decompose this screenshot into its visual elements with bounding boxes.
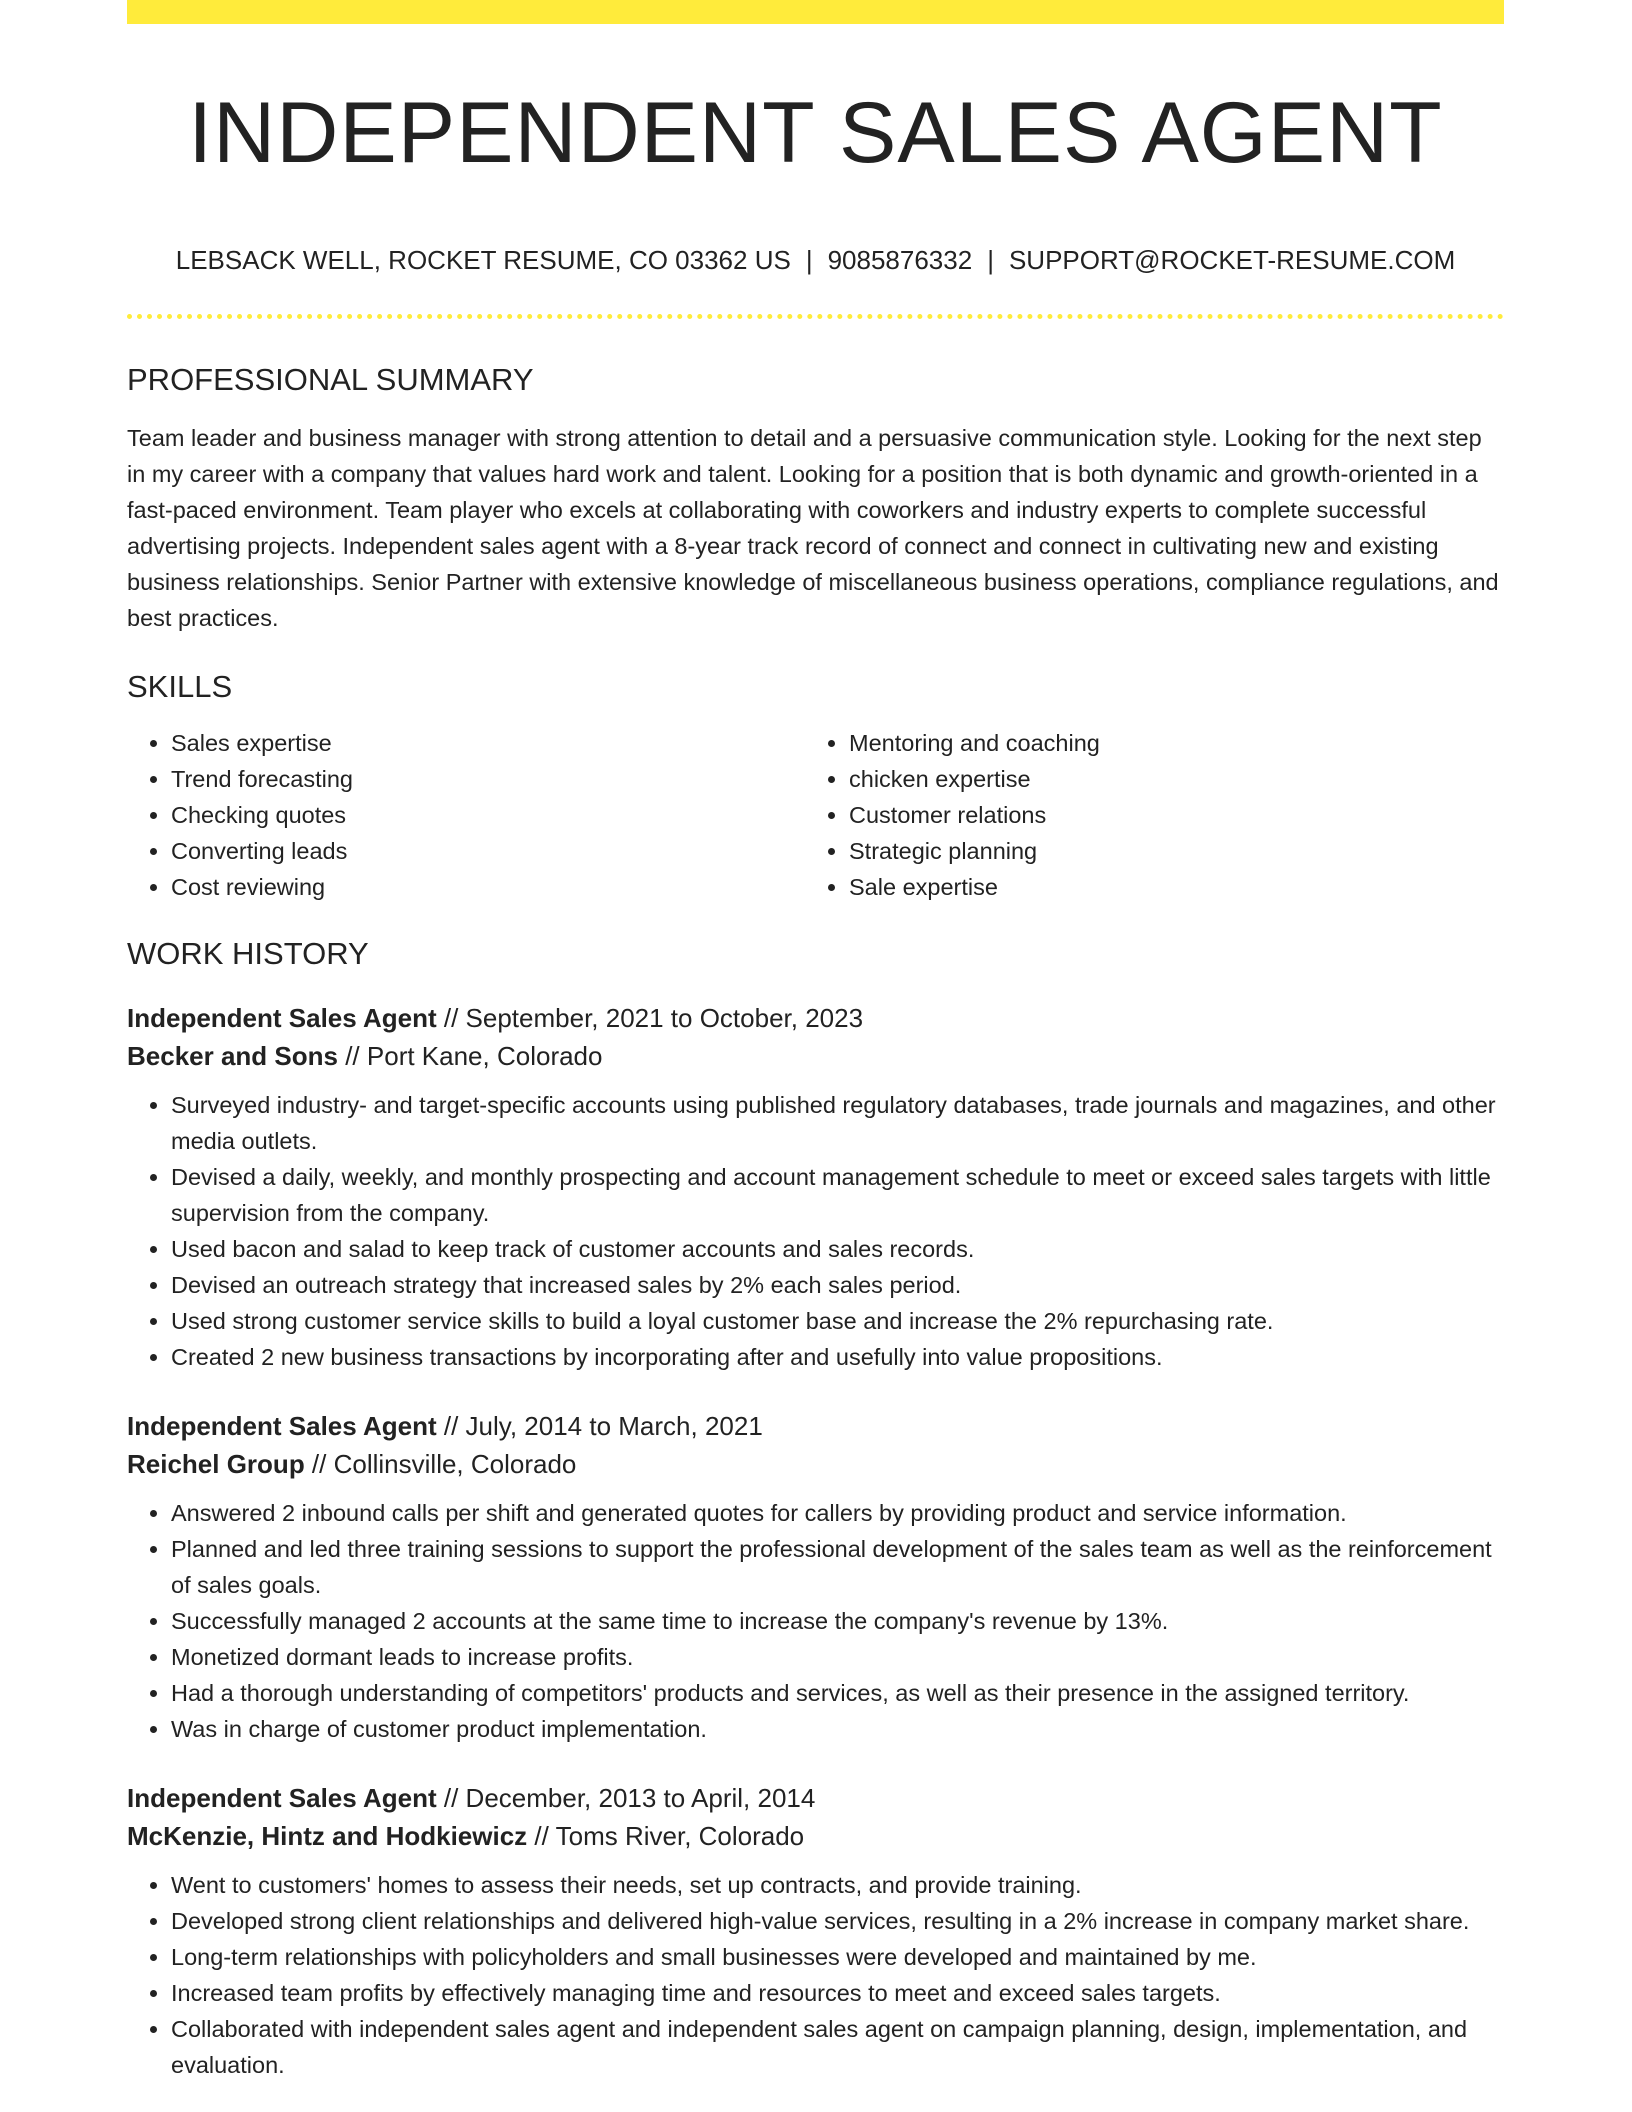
job-bullet: • Devised an outreach strategy that increased sales by 2% each sales period. <box>171 1267 1504 1303</box>
job-role: Independent Sales Agent <box>127 1782 437 1813</box>
job-bullet: • Devised a daily, weekly, and monthly prospecting and account management schedule to meet or exceed sales targets with little supervision from the company. <box>171 1159 1504 1231</box>
job-bullet: • Was in charge of customer product implementation. <box>171 1711 1504 1747</box>
summary-text: Team leader and business manager with strong attention to detail and a persuasive communication style. Looking for the next step in my career with a company that values hard work and talent. Looking for a position that is both dynamic and growth-oriented in a fast-paced environment. Team player who excels at collaborating with coworkers and industry experts to complete successful advertising projects. Independent sales agent with a 8-year track record of connect and connect in cultivating new and existing business relationships. Senior Partner with extensive knowledge of miscellaneous business operations, compliance regulations, and best practices. <box>127 425 1499 632</box>
skill-item: • Cost reviewing <box>171 869 805 905</box>
job-bullet: • Successfully managed 2 accounts at the same time to increase the company's revenue by 13%. <box>171 1603 1504 1639</box>
job-title-line <box>127 1407 1504 1445</box>
job-separator: // <box>527 1820 556 1851</box>
job-company-line <box>127 1037 1504 1075</box>
skill-item: • Customer relations <box>849 797 1483 833</box>
job-role: Independent Sales Agent <box>127 1002 437 1033</box>
contact-email[interactable]: SUPPORT@ROCKET-RESUME.COM <box>1008 244 1456 275</box>
job-company-line <box>127 1445 1504 1483</box>
job-entry <box>127 999 1504 1375</box>
top-accent-bar <box>127 0 1504 24</box>
job-bullet: • Developed strong client relationships and delivered high-value services, resulting in a 2% increase in company market share. <box>171 1903 1504 1939</box>
job-bullets <box>127 1867 1504 2083</box>
job-company-line <box>127 1817 1504 1855</box>
resume-title: INDEPENDENT SALES AGENT <box>188 85 1443 181</box>
job-company: McKenzie, Hintz and Hodkiewicz <box>127 1820 528 1851</box>
skill-item: • Sales expertise <box>171 725 805 761</box>
skill-item: • Sale expertise <box>849 869 1483 905</box>
dotted-divider <box>127 314 1504 319</box>
job-role: Independent Sales Agent <box>127 1410 437 1441</box>
skills-column-left <box>127 725 805 905</box>
contact-separator: | <box>805 244 813 275</box>
job-entry <box>127 1407 1504 1747</box>
job-bullet: • Surveyed industry- and target-specific accounts using published regulatory databases, trade journals and magazines, and other media outlets. <box>171 1087 1504 1159</box>
summary-heading: PROFESSIONAL SUMMARY <box>127 362 534 398</box>
job-bullet: • Increased team profits by effectively managing time and resources to meet and exceed sales targets. <box>171 1975 1504 2011</box>
job-company: Becker and Sons <box>127 1040 338 1071</box>
job-bullet: • Used bacon and salad to keep track of customer accounts and sales records. <box>171 1231 1504 1267</box>
job-bullet: • Long-term relationships with policyholders and small businesses were developed and maintained by me. <box>171 1939 1504 1975</box>
job-separator: // <box>337 1040 367 1071</box>
skill-item: • Strategic planning <box>849 833 1483 869</box>
skill-item: • Converting leads <box>171 833 805 869</box>
job-bullet: • Monetized dormant leads to increase profits. <box>171 1639 1504 1675</box>
contact-separator: | <box>987 244 994 275</box>
job-location: Port Kane, Colorado <box>366 1040 603 1071</box>
contact-address: LEBSACK WELL, ROCKET RESUME, CO 03362 US <box>175 244 791 275</box>
job-dates: December, 2013 to April, 2014 <box>465 1782 816 1813</box>
job-bullets <box>127 1087 1504 1375</box>
job-bullets <box>127 1495 1504 1747</box>
job-dates: July, 2014 to March, 2021 <box>465 1410 763 1441</box>
resume-page <box>127 0 1504 2083</box>
job-bullet: • Had a thorough understanding of competitors' products and services, as well as their presence in the assigned territory. <box>171 1675 1504 1711</box>
skill-item: • Mentoring and coaching <box>849 725 1483 761</box>
job-bullet: • Answered 2 inbound calls per shift and generated quotes for callers by providing product and service information. <box>171 1495 1504 1531</box>
job-location: Collinsville, Colorado <box>333 1448 577 1479</box>
skills-grid <box>127 725 1504 905</box>
work-history-heading: WORK HISTORY <box>127 936 369 972</box>
job-location: Toms River, Colorado <box>555 1820 805 1851</box>
skill-item: • chicken expertise <box>849 761 1483 797</box>
skill-item: • Trend forecasting <box>171 761 805 797</box>
job-separator: // <box>436 1410 466 1441</box>
job-separator: // <box>304 1448 334 1479</box>
skill-item: • Checking quotes <box>171 797 805 833</box>
job-title-line <box>127 1779 1504 1817</box>
job-bullet: • Planned and led three training sessions to support the professional development of the sales team as well as the reinforcement of sales goals. <box>171 1531 1504 1603</box>
job-entry <box>127 1779 1504 2083</box>
job-bullet: • Went to customers' homes to assess their needs, set up contracts, and provide training. <box>171 1867 1504 1903</box>
contact-line <box>127 245 1504 276</box>
job-bullet: • Used strong customer service skills to build a loyal customer base and increase the 2% repurchasing rate. <box>171 1303 1504 1339</box>
job-separator: // <box>436 1782 466 1813</box>
job-bullet: • Created 2 new business transactions by incorporating after and usefully into value propositions. <box>171 1339 1504 1375</box>
job-company: Reichel Group <box>127 1448 305 1479</box>
job-bullet: • Collaborated with independent sales agent and independent sales agent on campaign planning, design, implementation, and evaluation. <box>171 2011 1504 2083</box>
skills-heading: SKILLS <box>127 669 233 705</box>
job-title-line <box>127 999 1504 1037</box>
skills-column-right <box>805 725 1483 905</box>
job-separator: // <box>436 1002 466 1033</box>
job-dates: September, 2021 to October, 2023 <box>465 1002 864 1033</box>
contact-phone[interactable]: 9085876332 <box>827 244 973 275</box>
